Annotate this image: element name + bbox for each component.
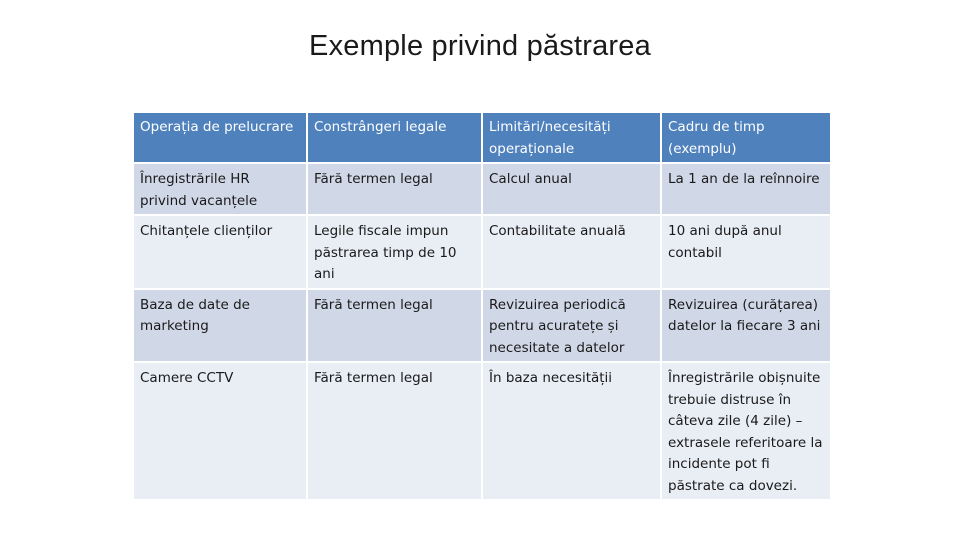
table-cell: Contabilitate anuală bbox=[482, 215, 661, 289]
table-cell: Fără termen legal bbox=[307, 362, 482, 500]
header-operational-needs: Limitări/necesități operaționale bbox=[482, 112, 661, 163]
header-time-frame: Cadru de timp (exemplu) bbox=[661, 112, 831, 163]
header-legal-constraints: Constrângeri legale bbox=[307, 112, 482, 163]
table-row bbox=[133, 362, 831, 500]
table-cell: 10 ani după anul contabil bbox=[661, 215, 831, 289]
table-cell: La 1 an de la reînnoire bbox=[661, 163, 831, 215]
table-cell: Revizuirea (curățarea) datelor la fiecare 3 ani bbox=[661, 289, 831, 363]
table-cell: Baza de date de marketing bbox=[133, 289, 307, 363]
slide-title: Exemple privind păstrarea bbox=[309, 30, 651, 62]
retention-table bbox=[132, 111, 832, 501]
table-cell: Înregistrările obișnuite trebuie distruse în câteva zile (4 zile) – extrasele referitoare la incidente pot fi păstrate ca dovezi. bbox=[661, 362, 831, 500]
table-cell: Camere CCTV bbox=[133, 362, 307, 500]
table-cell: Calcul anual bbox=[482, 163, 661, 215]
table-cell: Chitanțele clienților bbox=[133, 215, 307, 289]
table-cell: Fără termen legal bbox=[307, 163, 482, 215]
table-cell: Legile fiscale impun păstrarea timp de 10 ani bbox=[307, 215, 482, 289]
table-row bbox=[133, 289, 831, 363]
table-cell: Înregistrările HR privind vacanțele bbox=[133, 163, 307, 215]
table-row bbox=[133, 163, 831, 215]
table-cell: În baza necesității bbox=[482, 362, 661, 500]
table-row bbox=[133, 215, 831, 289]
table-header-row bbox=[133, 112, 831, 163]
table-cell: Fără termen legal bbox=[307, 289, 482, 363]
header-processing-operation: Operația de prelucrare bbox=[133, 112, 307, 163]
table-cell: Revizuirea periodică pentru acuratețe și necesitate a datelor bbox=[482, 289, 661, 363]
